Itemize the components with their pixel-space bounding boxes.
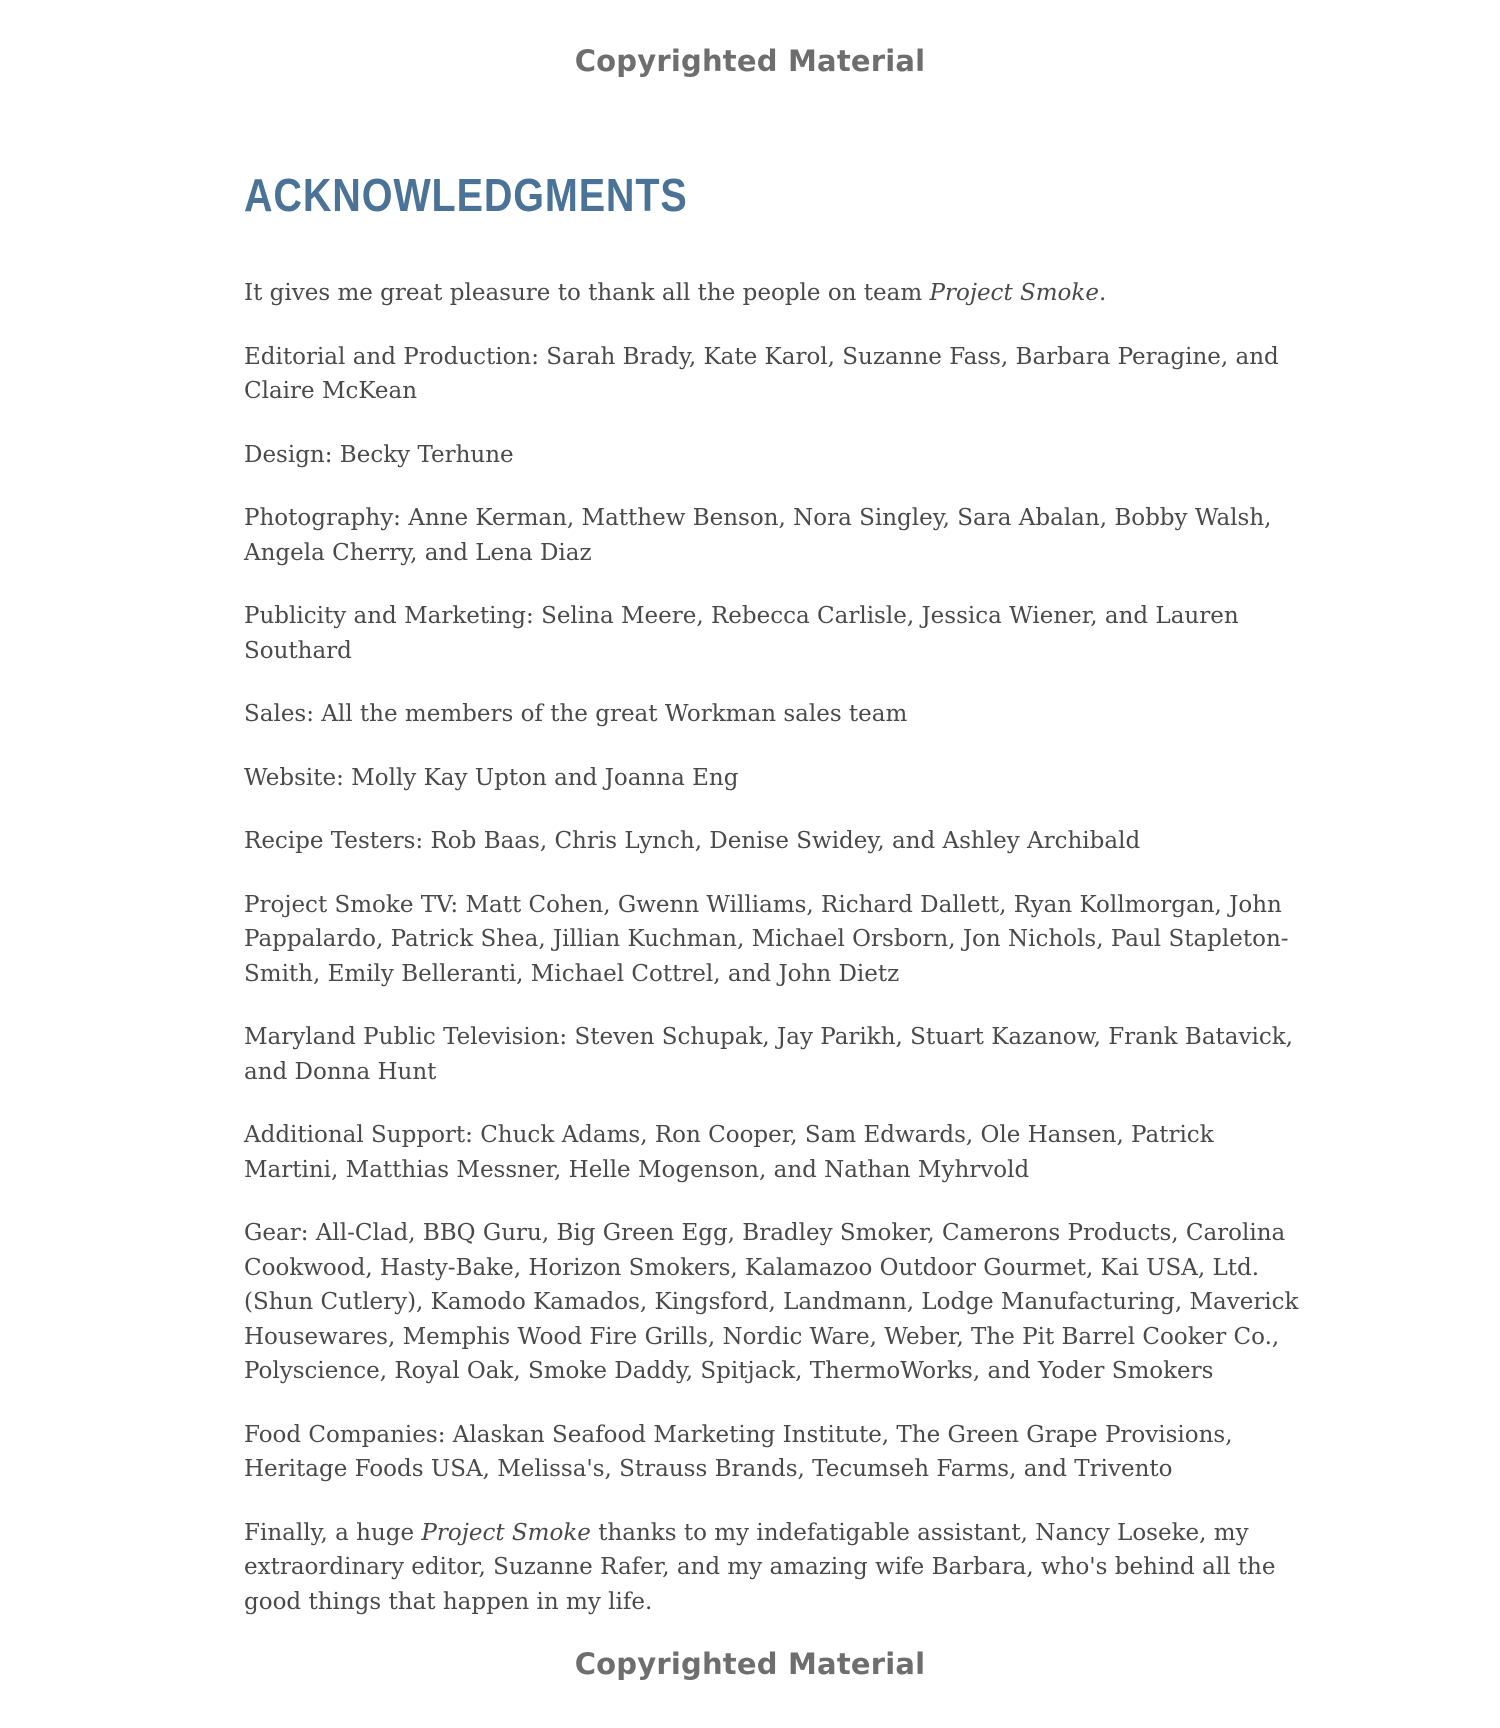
credit-gear: Gear: All-Clad, BBQ Guru, Big Green Egg, Bradley Smoker, Camerons Products, Carolina Cookwood, Hasty-Bake, Horizon Smokers, Kalamazoo Outdoor Gourmet, Kai USA, Ltd. (Shun Cutlery), Kamodo Kamados, Kingsford, Landmann, Lodge Manufacturing, Maverick Housewares, Memphis Wood Fire Grills, Nordic Ware, Weber, The Pit Barrel Cooker Co., Polyscience, Royal Oak, Smoke Daddy, Spitjack, ThermoWorks, and Yoder Smokers xyxy=(244,1220,1299,1384)
intro-book-title: Project Smoke xyxy=(929,280,1099,306)
credit-additional-support: Additional Support: Chuck Adams, Ron Cooper, Sam Edwards, Ole Hansen, Patrick Martini, Matthias Messner, Helle Mogenson, and Nathan Myhrvold xyxy=(244,1122,1214,1183)
credit-design: Design: Becky Terhune xyxy=(244,441,514,468)
closing-text-before: Finally, a huge xyxy=(244,1519,422,1546)
credit-website: Website: Molly Kay Upton and Joanna Eng xyxy=(244,764,739,791)
copyright-watermark-top: Copyrighted Material xyxy=(574,44,926,78)
credit-food-companies: Food Companies: Alaskan Seafood Marketing Institute, The Green Grape Provisions, Heritage Foods USA, Melissa's, Strauss Brands, Tecumseh Farms, and Trivento xyxy=(244,1421,1233,1482)
page-title: ACKNOWLEDGMENTS xyxy=(244,169,688,221)
closing-book-title: Project Smoke xyxy=(421,1519,591,1546)
acknowledgments-body xyxy=(244,276,1304,1648)
credit-publicity-marketing: Publicity and Marketing: Selina Meere, Rebecca Carlisle, Jessica Wiener, and Lauren Southard xyxy=(244,603,1239,664)
credit-maryland-public-television: Maryland Public Television: Steven Schupak, Jay Parikh, Stuart Kazanow, Frank Batavick, and Donna Hunt xyxy=(244,1024,1293,1085)
credit-photography: Photography: Anne Kerman, Matthew Benson, Nora Singley, Sara Abalan, Bobby Walsh, Angela Cherry, and Lena Diaz xyxy=(244,505,1272,566)
credit-sales: Sales: All the members of the great Workman sales team xyxy=(244,701,908,727)
copyright-watermark-bottom: Copyrighted Material xyxy=(574,1647,926,1681)
credit-recipe-testers: Recipe Testers: Rob Baas, Chris Lynch, Denise Swidey, and Ashley Archibald xyxy=(244,828,1141,854)
closing-text-after: thanks to my indefatigable assistant, Nancy Loseke, my extraordinary editor, Suzanne Rafer, and my amazing wife Barbara, who's behind all the good things that happen in my life. xyxy=(244,1519,1276,1615)
intro-text-after: . xyxy=(1098,280,1107,306)
credit-project-smoke-tv: Project Smoke TV: Matt Cohen, Gwenn Williams, Richard Dallett, Ryan Kollmorgan, John Pappalardo, Patrick Shea, Jillian Kuchman, Michael Orsborn, Jon Nichols, Paul Stapleton-Smith, Emily Belleranti, Michael Cottrel, and John Dietz xyxy=(244,891,1289,987)
intro-text-before: It gives me great pleasure to thank all the people on team xyxy=(244,280,930,306)
credit-editorial-production: Editorial and Production: Sarah Brady, Kate Karol, Suzanne Fass, Barbara Peragine, and Claire McKean xyxy=(244,343,1279,404)
closing-paragraph xyxy=(244,1516,1304,1620)
intro-paragraph xyxy=(244,276,1304,311)
